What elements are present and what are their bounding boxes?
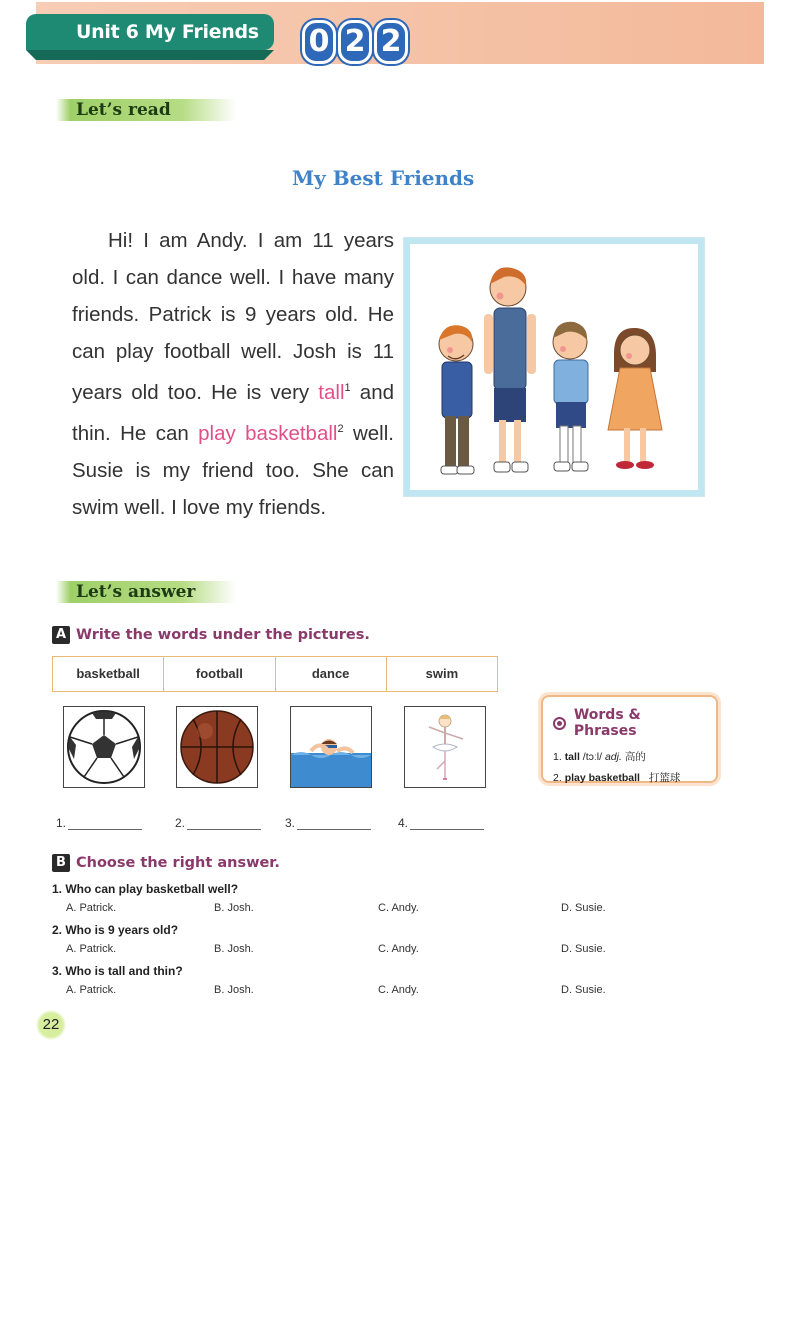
page-code-digit: 0 bbox=[302, 20, 336, 64]
option-2a[interactable]: A. Patrick. bbox=[66, 943, 117, 955]
word-bank-item: basketball bbox=[53, 657, 164, 691]
picture-basketball bbox=[176, 706, 258, 788]
words-phrases-title: Words & Phrases bbox=[553, 707, 706, 739]
question-3: 3. Who is tall and thin? bbox=[52, 964, 183, 978]
lets-read-tag: Let’s read bbox=[56, 99, 236, 121]
question-2: 2. Who is 9 years old? bbox=[52, 923, 179, 937]
andy-figure bbox=[553, 322, 588, 471]
picture-swimmer bbox=[290, 706, 372, 788]
swimmer-icon bbox=[291, 707, 371, 787]
story-title: My Best Friends bbox=[292, 166, 475, 190]
word-bank-item: swim bbox=[425, 666, 459, 681]
option-1a[interactable]: A. Patrick. bbox=[66, 902, 117, 914]
story-part: Hi! I am Andy. I am 11 years old. I can dance well. I have many friends. Patrick is 9 years old. He can play football well. Josh is 11 years old too. He is very bbox=[72, 229, 394, 404]
answer-blank-4[interactable]: 4. bbox=[398, 816, 484, 830]
josh-figure bbox=[484, 267, 536, 472]
option-3b[interactable]: B. Josh. bbox=[214, 984, 254, 996]
basketball-icon bbox=[177, 707, 257, 787]
footnote-marker: 2 bbox=[337, 422, 344, 435]
friends-drawing bbox=[410, 244, 698, 490]
option-2b[interactable]: B. Josh. bbox=[214, 943, 254, 955]
patrick-figure bbox=[439, 325, 474, 474]
story-highlight-play-basketball: play basketball bbox=[198, 421, 338, 445]
page-code-digit: 2 bbox=[338, 20, 372, 64]
susie-figure bbox=[608, 328, 662, 469]
words-phrases-item: 2. play basketball 打篮球 bbox=[553, 772, 681, 784]
picture-soccer-ball bbox=[63, 706, 145, 788]
story-part: well. Susie is my friend too. She can swim well. I love my friends. bbox=[72, 421, 394, 519]
answer-blank-3[interactable]: 3. bbox=[285, 816, 371, 830]
page-number: 22 bbox=[36, 1010, 66, 1040]
option-1d[interactable]: D. Susie. bbox=[561, 902, 606, 914]
word-bank bbox=[52, 656, 498, 692]
word-bank-item: football bbox=[164, 657, 275, 691]
option-2c[interactable]: C. Andy. bbox=[378, 943, 419, 955]
words-phrases-item: 1. tall /tɔːl/ adj. 高的 bbox=[553, 751, 646, 763]
page-code-digit: 2 bbox=[374, 20, 408, 64]
part-a-text: Write the words under the pictures. bbox=[76, 627, 370, 643]
option-2d[interactable]: D. Susie. bbox=[561, 943, 606, 955]
ballet-dancer-icon bbox=[405, 707, 485, 787]
part-b-letter: B bbox=[52, 854, 70, 872]
soccer-ball-icon bbox=[64, 707, 144, 787]
word-bank-item: dance bbox=[276, 657, 387, 691]
answer-blank-2[interactable]: 2. bbox=[175, 816, 261, 830]
option-1c[interactable]: C. Andy. bbox=[378, 902, 419, 914]
page-code bbox=[302, 20, 408, 64]
picture-ballet-dancer bbox=[404, 706, 486, 788]
words-phrases-box bbox=[541, 695, 718, 783]
story-part: and thin. He can bbox=[72, 380, 394, 445]
story-text bbox=[72, 222, 394, 526]
bullet-ring-icon bbox=[553, 717, 566, 730]
footnote-marker: 1 bbox=[344, 382, 351, 394]
friends-illustration bbox=[404, 238, 704, 496]
option-1b[interactable]: B. Josh. bbox=[214, 902, 254, 914]
part-b-text: Choose the right answer. bbox=[76, 855, 280, 871]
part-a-letter: A bbox=[52, 626, 70, 644]
part-a-instruction bbox=[52, 626, 370, 644]
answer-blank-1[interactable]: 1. bbox=[56, 816, 142, 830]
option-3c[interactable]: C. Andy. bbox=[378, 984, 419, 996]
lets-answer-tag: Let’s answer bbox=[56, 581, 236, 603]
unit-title: Unit 6 My Friends bbox=[26, 14, 274, 50]
part-b-instruction bbox=[52, 854, 280, 872]
option-3d[interactable]: D. Susie. bbox=[561, 984, 606, 996]
question-1: 1. Who can play basketball well? bbox=[52, 882, 239, 896]
option-3a[interactable]: A. Patrick. bbox=[66, 984, 117, 996]
story-highlight-tall: tall bbox=[318, 380, 345, 404]
